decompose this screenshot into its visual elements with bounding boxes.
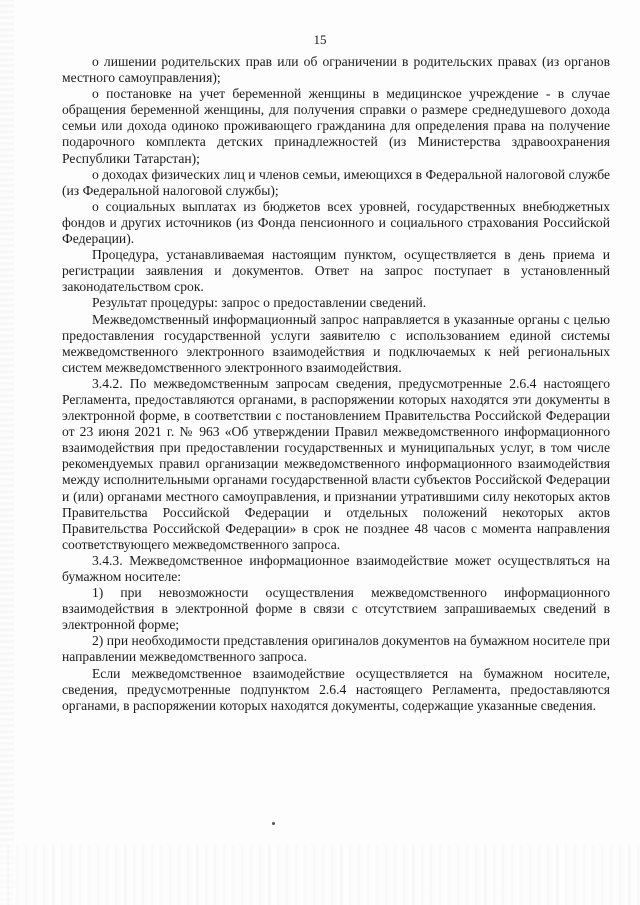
paragraph-tax-income: о доходах физических лиц и членов семьи, имеющихся в Федеральной налоговой службе (из Федеральной налоговой службы); <box>62 166 610 198</box>
paragraph-procedure-result: Результат процедуры: запрос о предоставлении сведений. <box>92 295 427 311</box>
paragraph-parental-rights: о лишении родительских прав или об ограничении в родительских правах (из органов местного самоуправления); <box>62 54 610 86</box>
scan-noise-left <box>0 0 14 905</box>
scan-noise-bottom <box>0 845 640 905</box>
paragraph-procedure: Процедура, устанавливаемая настоящим пунктом, осуществляется в день приема и регистрации заявления и документов. Ответ на запрос поступает в установленный законодательством срок. <box>62 247 610 295</box>
paragraph-item-2: 2) при необходимости представления оригиналов документов на бумажном носителе при направлении межведомственного запроса. <box>62 633 610 665</box>
paragraph-interagency-request: Межведомственный информационный запрос направляется в указанные органы с целью предоставления государственной услуги заявителю с использованием единой системы межведомственного электронного взаимодействия и подключаемых к ней региональных систем межведомственного электронного взаимодействия. <box>62 311 610 375</box>
document-body <box>62 54 610 714</box>
scan-speck <box>272 822 275 825</box>
paragraph-pregnancy-registration: о постановке на учет беременной женщины в медицинское учреждение - в случае обращения беременной женщины, для получения справки о размере среднедушевого дохода семьи или дохода одиноко проживающего гражданина для определения права на получение подарочного комплекта детских принадлежностей (из Министерства здравоохранения Республики Татарстан); <box>62 86 610 166</box>
paragraph-3-4-3: 3.4.3. Межведомственное информационное взаимодействие может осуществляться на бумажном носителе: <box>62 552 610 584</box>
page-number: 15 <box>313 32 327 47</box>
paragraph-3-4-2: 3.4.2. По межведомственным запросам сведения, предусмотренные 2.6.4 настоящего Регламента, предоставляются органами, в распоряжении которых находятся эти документы в электронной форме, в соответствии с постановлением Правительства Российской Федерации от 23 июня 2021 г. № 963 «Об утверждении Правил межведомственного информационного взаимодействия при предоставлении государственных и муниципальных услуг, в том числе рекомендуемых правил организации межведомственного информационного взаимодействия между исполнительными органами государственной власти субъектов Российской Федерации и (или) органами местного самоуправления, и признании утратившими силу некоторых актов Правительства Российской Федерации и отдельных положений некоторых актов Правительства Российской Федерации» в срок не позднее 48 часов с момента направления соответствующего межведомственного запроса. <box>62 375 610 552</box>
paragraph-social-payments: о социальных выплатах из бюджетов всех уровней, государственных внебюджетных фондов и других источников (из Фонда пенсионного и социального страхования Российской Федерации). <box>62 198 610 247</box>
paragraph-item-1: 1) при невозможности осуществления межведомственного информационного взаимодействия в электронной форме в связи с отсутствием запрашиваемых сведений в электронной форме; <box>62 585 610 633</box>
paragraph-paper-medium: Если межведомственное взаимодействие осуществляется на бумажном носителе, сведения, предусмотренные подпунктом 2.6.4 настоящего Регламента, предоставляются органами, в распоряжении которых находятся документы, содержащие указанные сведения. <box>62 665 610 713</box>
